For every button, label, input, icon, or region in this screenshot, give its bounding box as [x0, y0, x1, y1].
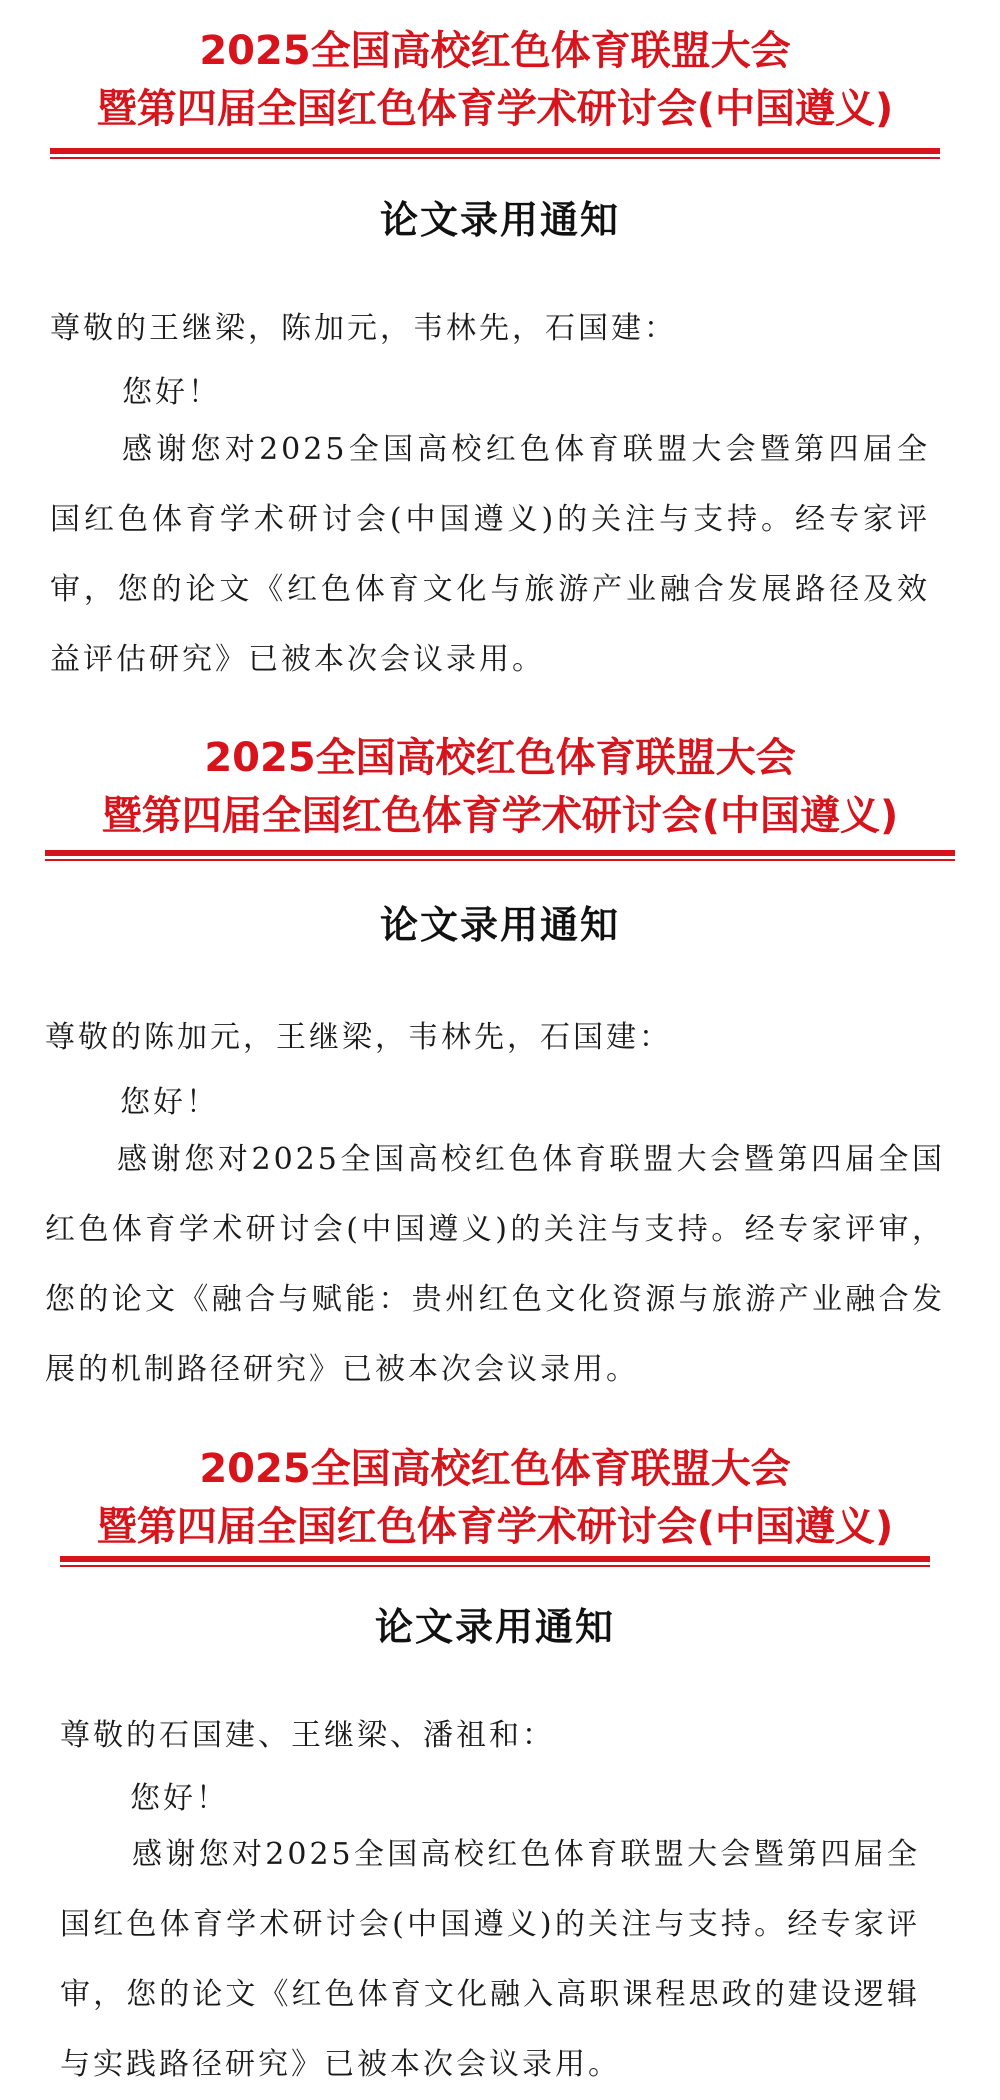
notice-heading: 论文录用通知	[379, 902, 620, 947]
notice-body: 感谢您对2025全国高校红色体育联盟大会暨第四届全国红色体育学术研讨会(中国遵义)的关注与支持。经专家评审，您的论文《融合与赋能：贵州红色文化资源与旅游产业融合发展的机制路径研究》已被本次会议录用。	[45, 1142, 945, 1387]
title-divider-thin	[50, 157, 940, 159]
notice-heading: 论文录用通知	[374, 1604, 615, 1649]
salutation: 尊敬的石国建、王继梁、潘祖和：	[60, 1718, 555, 1753]
conference-title-line-2: 暨第四届全国红色体育学术研讨会(中国遵义)	[96, 86, 894, 132]
title-divider-thin	[45, 859, 955, 861]
notice-heading: 论文录用通知	[379, 197, 620, 242]
acceptance-notice-3	[0, 1430, 1000, 2095]
title-divider-thick	[45, 850, 955, 856]
acceptance-notice-1	[0, 0, 1000, 700]
title-divider-thick	[60, 1556, 930, 1562]
notice-body: 感谢您对2025全国高校红色体育联盟大会暨第四届全国红色体育学术研讨会(中国遵义)的关注与支持。经专家评审，您的论文《红色体育文化融入高职课程思政的建设逻辑与实践路径研究》已被本次会议录用。	[60, 1837, 920, 2082]
title-divider-thick	[50, 148, 940, 154]
notice-body: 感谢您对2025全国高校红色体育联盟大会暨第四届全国红色体育学术研讨会(中国遵义)的关注与支持。经专家评审，您的论文《红色体育文化与旅游产业融合发展路径及效益评估研究》已被本次会议录用。	[50, 432, 930, 677]
greeting: 您好！	[120, 1085, 219, 1120]
conference-title	[50, 22, 940, 138]
conference-title-line-1: 2025全国高校红色体育联盟大会	[199, 28, 791, 74]
title-divider-thin	[60, 1565, 930, 1567]
conference-title	[45, 729, 955, 845]
conference-title-line-1: 2025全国高校红色体育联盟大会	[199, 1446, 791, 1492]
greeting: 您好！	[122, 375, 221, 410]
acceptance-notice-2	[0, 715, 1000, 1415]
salutation: 尊敬的陈加元，王继梁，韦林先，石国建：	[45, 1020, 672, 1055]
greeting: 您好！	[130, 1781, 229, 1816]
conference-title-line-2: 暨第四届全国红色体育学术研讨会(中国遵义)	[101, 793, 899, 839]
conference-title-line-1: 2025全国高校红色体育联盟大会	[204, 735, 796, 781]
conference-title	[60, 1440, 930, 1556]
salutation: 尊敬的王继梁，陈加元，韦林先，石国建：	[50, 311, 677, 346]
conference-title-line-2: 暨第四届全国红色体育学术研讨会(中国遵义)	[96, 1504, 894, 1550]
